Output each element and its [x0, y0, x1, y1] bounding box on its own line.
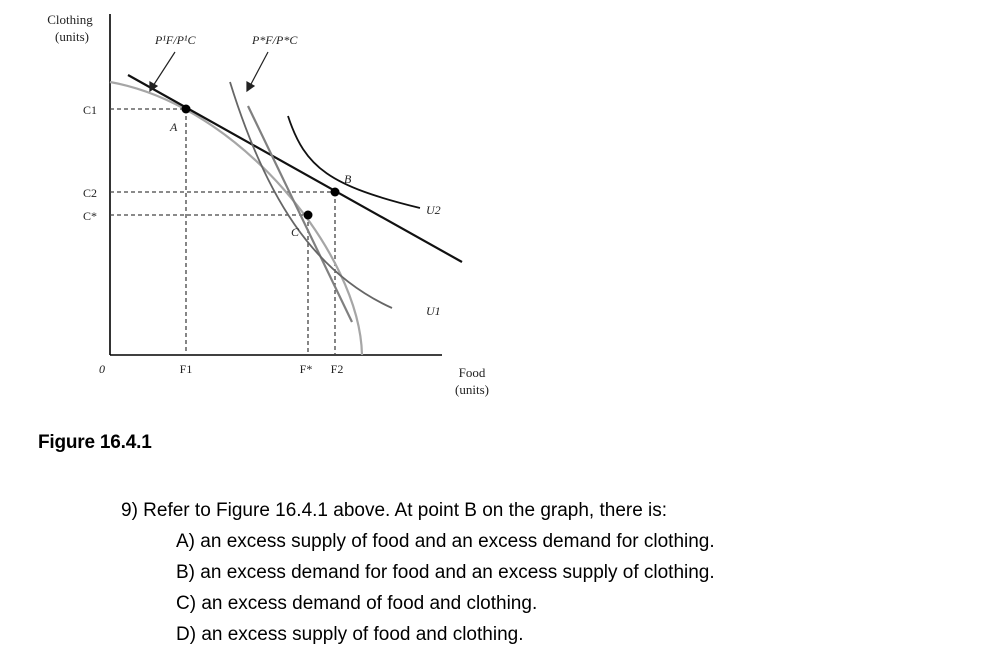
- figure-caption: Figure 16.4.1: [38, 432, 152, 453]
- tick-cstar: C*: [83, 209, 98, 223]
- point-b: [331, 188, 340, 197]
- option-c: C) an excess demand of food and clothing.: [176, 593, 538, 614]
- label-point-b: B: [344, 172, 352, 186]
- price-ratio-1-label: P¹F/P¹C: [155, 33, 196, 47]
- label-point-c: C: [291, 225, 300, 239]
- tick-fstar: F*: [299, 362, 313, 376]
- point-c: [304, 211, 313, 220]
- label-u2: U2: [426, 203, 441, 217]
- tick-c1: C1: [83, 103, 98, 117]
- x-axis-label-line2: (units): [455, 382, 489, 397]
- arrow-price-star-head: [247, 82, 254, 91]
- x-axis-label-line1: Food: [458, 365, 486, 380]
- arrow-price-star: [250, 52, 268, 86]
- y-axis-label-line2: (units): [55, 29, 89, 44]
- tick-f2: F2: [330, 362, 344, 376]
- option-d: D) an excess supply of food and clothing.: [176, 624, 524, 645]
- tick-f1: F1: [179, 362, 193, 376]
- arrow-price-1: [153, 52, 175, 86]
- indifference-curve-u2: [288, 116, 420, 208]
- question-block: [121, 495, 715, 650]
- production-possibilities-curve: [110, 82, 362, 355]
- option-b: B) an excess demand for food and an excess supply of clothing.: [176, 562, 715, 583]
- label-u1: U1: [426, 304, 441, 318]
- indifference-curve-u1: [230, 82, 392, 308]
- y-axis-label-line1: Clothing: [47, 12, 93, 27]
- point-a: [182, 105, 191, 114]
- origin-label: 0: [99, 362, 105, 376]
- price-ratio-star-label: P*F/P*C: [252, 33, 298, 47]
- label-arrows: [150, 52, 268, 91]
- label-point-a: A: [170, 120, 178, 134]
- option-a: A) an excess supply of food and an excess demand for clothing.: [176, 531, 715, 552]
- price-line-star: [248, 106, 352, 322]
- question-stem: 9) Refer to Figure 16.4.1 above. At point B on the graph, there is:: [121, 500, 668, 521]
- tick-c2: C2: [83, 186, 98, 200]
